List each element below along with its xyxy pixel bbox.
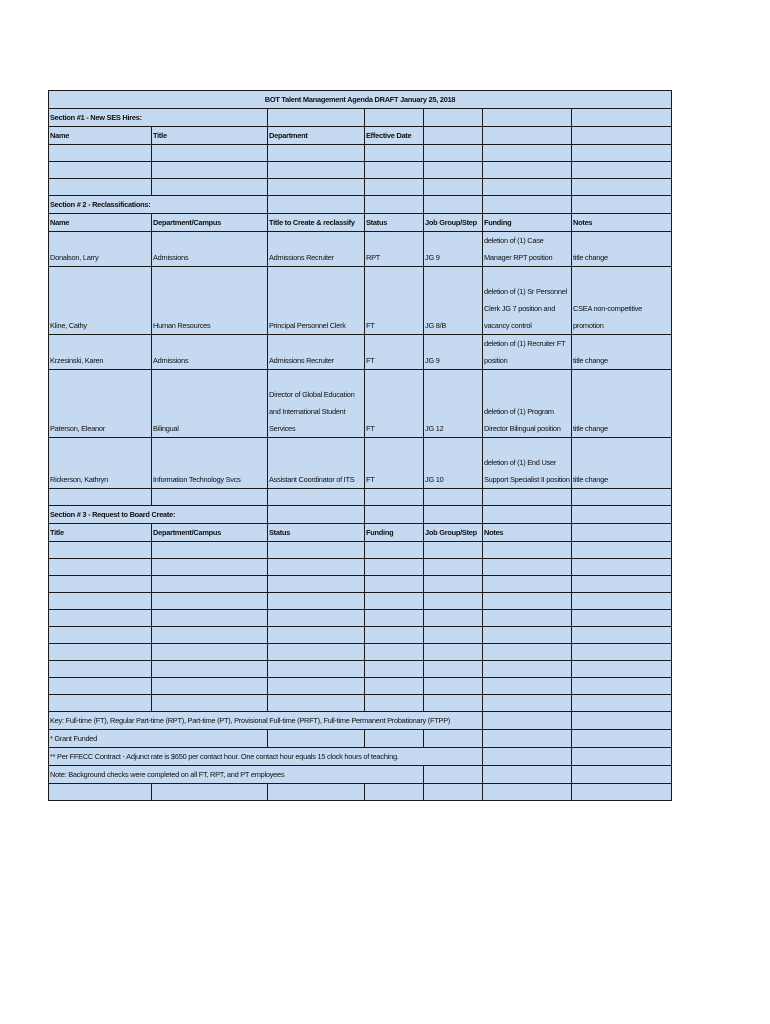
empty-cell [424, 695, 483, 712]
s1-header-department: Department [268, 127, 365, 145]
empty-cell [365, 593, 424, 610]
empty-cell [483, 661, 572, 678]
empty-cell [268, 695, 365, 712]
empty-cell [424, 678, 483, 695]
empty-cell [483, 145, 572, 162]
empty-cell [572, 784, 672, 801]
empty-cell [268, 179, 365, 196]
empty-cell [152, 162, 268, 179]
empty-cell [365, 627, 424, 644]
empty-cell [49, 610, 152, 627]
cell-funding: deletion of (1) Case Manager RPT position [483, 232, 572, 267]
empty-cell [365, 661, 424, 678]
empty-cell [49, 678, 152, 695]
empty-cell [365, 542, 424, 559]
cell-status: RPT [365, 232, 424, 267]
s2-header-title: Title to Create & reclassify [268, 214, 365, 232]
empty-cell [268, 627, 365, 644]
cell-notes: title change [572, 370, 672, 438]
table-row [49, 335, 672, 370]
empty-cell [268, 489, 365, 506]
empty-cell [572, 678, 672, 695]
empty-cell [572, 661, 672, 678]
s1-header-effective-date: Effective Date [365, 127, 424, 145]
empty-cell [424, 162, 483, 179]
empty-cell [268, 559, 365, 576]
empty-cell [572, 576, 672, 593]
s1-header-name: Name [49, 127, 152, 145]
empty-cell [572, 542, 672, 559]
cell-notes: title change [572, 232, 672, 267]
empty-cell [572, 489, 672, 506]
cell-status: FT [365, 438, 424, 489]
empty-cell [268, 644, 365, 661]
empty-cell [152, 627, 268, 644]
empty-cell [49, 593, 152, 610]
empty-cell [424, 610, 483, 627]
cell-title: Assistant Coordinator of ITS [268, 438, 365, 489]
empty-cell [483, 162, 572, 179]
cell-job-group: JG 8/B [424, 267, 483, 335]
empty-row [49, 661, 672, 678]
empty-cell [424, 145, 483, 162]
empty-cell [152, 661, 268, 678]
s3-header-notes: Notes [483, 524, 572, 542]
empty-cell [572, 610, 672, 627]
empty-cell [365, 179, 424, 196]
empty-row [49, 559, 672, 576]
empty-cell [572, 559, 672, 576]
empty-cell [365, 559, 424, 576]
empty-cell [572, 644, 672, 661]
empty-cell [483, 593, 572, 610]
cell-department: Human Resources [152, 267, 268, 335]
empty-cell [572, 695, 672, 712]
empty-cell [268, 610, 365, 627]
empty-cell [424, 661, 483, 678]
empty-row [49, 542, 672, 559]
empty-cell [424, 576, 483, 593]
empty-cell [483, 489, 572, 506]
empty-cell [483, 695, 572, 712]
empty-cell [572, 627, 672, 644]
background-check-note: Note: Background checks were completed on all FT, RPT, and PT employees [49, 766, 424, 784]
s3-header-department: Department/Campus [152, 524, 268, 542]
empty-row [49, 627, 672, 644]
empty-row [49, 644, 672, 661]
cell-job-group: JG 12 [424, 370, 483, 438]
cell-funding: deletion of (1) End User Support Specialist II position [483, 438, 572, 489]
cell-title: Director of Global Education and International Student Services [268, 370, 365, 438]
empty-cell [49, 644, 152, 661]
empty-row [49, 179, 672, 196]
empty-cell [49, 489, 152, 506]
empty-cell [365, 145, 424, 162]
empty-cell [152, 610, 268, 627]
cell-name: Donalson, Larry [49, 232, 152, 267]
empty-cell [483, 644, 572, 661]
empty-cell [483, 610, 572, 627]
empty-cell [152, 179, 268, 196]
cell-department: Admissions [152, 335, 268, 370]
empty-cell [424, 644, 483, 661]
empty-cell [49, 179, 152, 196]
empty-row [49, 784, 672, 801]
empty-cell [572, 162, 672, 179]
empty-cell [268, 678, 365, 695]
table-row [49, 232, 672, 267]
empty-row [49, 593, 672, 610]
cell-funding: deletion of (1) Sr Personnel Clerk JG 7 position and vacancy control [483, 267, 572, 335]
agenda-table [48, 90, 672, 801]
empty-cell [49, 576, 152, 593]
empty-cell [483, 179, 572, 196]
s1-header-title: Title [152, 127, 268, 145]
empty-cell [365, 695, 424, 712]
empty-cell [365, 489, 424, 506]
empty-cell [49, 162, 152, 179]
s2-header-funding: Funding [483, 214, 572, 232]
empty-cell [268, 784, 365, 801]
empty-cell [268, 593, 365, 610]
empty-cell [49, 784, 152, 801]
empty-cell [365, 576, 424, 593]
cell-title: Admissions Recruiter [268, 232, 365, 267]
empty-cell [152, 576, 268, 593]
empty-cell [483, 678, 572, 695]
cell-job-group: JG 10 [424, 438, 483, 489]
cell-status: FT [365, 370, 424, 438]
cell-notes: CSEA non-competitive promotion [572, 267, 672, 335]
empty-cell [365, 678, 424, 695]
empty-cell [152, 644, 268, 661]
empty-cell [572, 179, 672, 196]
cell-funding: deletion of (1) Recruiter FT position [483, 335, 572, 370]
empty-cell [49, 542, 152, 559]
cell-department: Bilingual [152, 370, 268, 438]
table-row [49, 267, 672, 335]
cell-name: Paterson, Eleanor [49, 370, 152, 438]
empty-row [49, 145, 672, 162]
empty-row [49, 489, 672, 506]
empty-row [49, 576, 672, 593]
cell-notes: title change [572, 335, 672, 370]
cell-status: FT [365, 267, 424, 335]
empty-cell [483, 784, 572, 801]
s2-header-job-group: Job Group/Step [424, 214, 483, 232]
empty-cell [483, 542, 572, 559]
empty-row [49, 162, 672, 179]
empty-cell [152, 593, 268, 610]
cell-funding: deletion of (1) Program Director Bilingual position [483, 370, 572, 438]
empty-cell [49, 627, 152, 644]
empty-cell [424, 559, 483, 576]
empty-cell [268, 576, 365, 593]
s2-header-notes: Notes [572, 214, 672, 232]
table-row [49, 438, 672, 489]
empty-cell [152, 678, 268, 695]
empty-cell [152, 489, 268, 506]
cell-title: Principal Personnel Clerk [268, 267, 365, 335]
empty-cell [483, 576, 572, 593]
empty-cell [268, 542, 365, 559]
cell-department: Information Technology Svcs [152, 438, 268, 489]
empty-cell [424, 627, 483, 644]
cell-status: FT [365, 335, 424, 370]
spreadsheet [48, 90, 672, 801]
empty-cell [152, 145, 268, 162]
agenda-title: BOT Talent Management Agenda DRAFT January 25, 2018 [49, 91, 672, 109]
key-note: Key: Full-time (FT), Regular Part-time (RPT), Part-time (PT), Provisional Full-time (PRFT), Full-time Permanent Probationary (FTPP) [49, 712, 483, 730]
cell-department: Admissions [152, 232, 268, 267]
s3-header-job-group: Job Group/Step [424, 524, 483, 542]
empty-cell [49, 695, 152, 712]
s3-header-funding: Funding [365, 524, 424, 542]
empty-row [49, 695, 672, 712]
grant-funded-note: * Grant Funded [49, 730, 268, 748]
empty-cell [49, 559, 152, 576]
empty-cell [49, 145, 152, 162]
table-row [49, 370, 672, 438]
cell-name: Krzesinski, Karen [49, 335, 152, 370]
cell-notes: title change [572, 438, 672, 489]
empty-cell [152, 784, 268, 801]
empty-cell [268, 661, 365, 678]
adjunct-rate-note: ** Per FFECC Contract - Adjunct rate is $650 per contact hour. One contact hour equals 15 clock hours of teaching. [49, 748, 483, 766]
empty-cell [424, 542, 483, 559]
empty-cell [572, 593, 672, 610]
empty-cell [152, 542, 268, 559]
empty-cell [152, 559, 268, 576]
empty-cell [424, 593, 483, 610]
empty-cell [152, 695, 268, 712]
empty-cell [365, 162, 424, 179]
empty-cell [483, 559, 572, 576]
cell-job-group: JG 9 [424, 232, 483, 267]
section3-heading: Section # 3 - Request to Board Create: [49, 506, 268, 524]
empty-cell [365, 784, 424, 801]
empty-cell [424, 784, 483, 801]
cell-job-group: JG 9 [424, 335, 483, 370]
empty-cell [365, 644, 424, 661]
cell-title: Admissions Recruiter [268, 335, 365, 370]
empty-cell [572, 145, 672, 162]
section1-heading: Section #1 - New SES Hires: [49, 109, 268, 127]
empty-row [49, 678, 672, 695]
empty-cell [268, 145, 365, 162]
s2-header-department: Department/Campus [152, 214, 268, 232]
s2-header-status: Status [365, 214, 424, 232]
empty-row [49, 610, 672, 627]
empty-cell [483, 627, 572, 644]
empty-cell [365, 610, 424, 627]
empty-cell [424, 179, 483, 196]
empty-cell [268, 162, 365, 179]
section2-heading: Section # 2 - Reclassifications: [49, 196, 268, 214]
cell-name: Rickerson, Kathryn [49, 438, 152, 489]
cell-name: Kline, Cathy [49, 267, 152, 335]
s3-header-title: Title [49, 524, 152, 542]
s2-header-name: Name [49, 214, 152, 232]
empty-cell [424, 489, 483, 506]
s3-header-status: Status [268, 524, 365, 542]
empty-cell [49, 661, 152, 678]
